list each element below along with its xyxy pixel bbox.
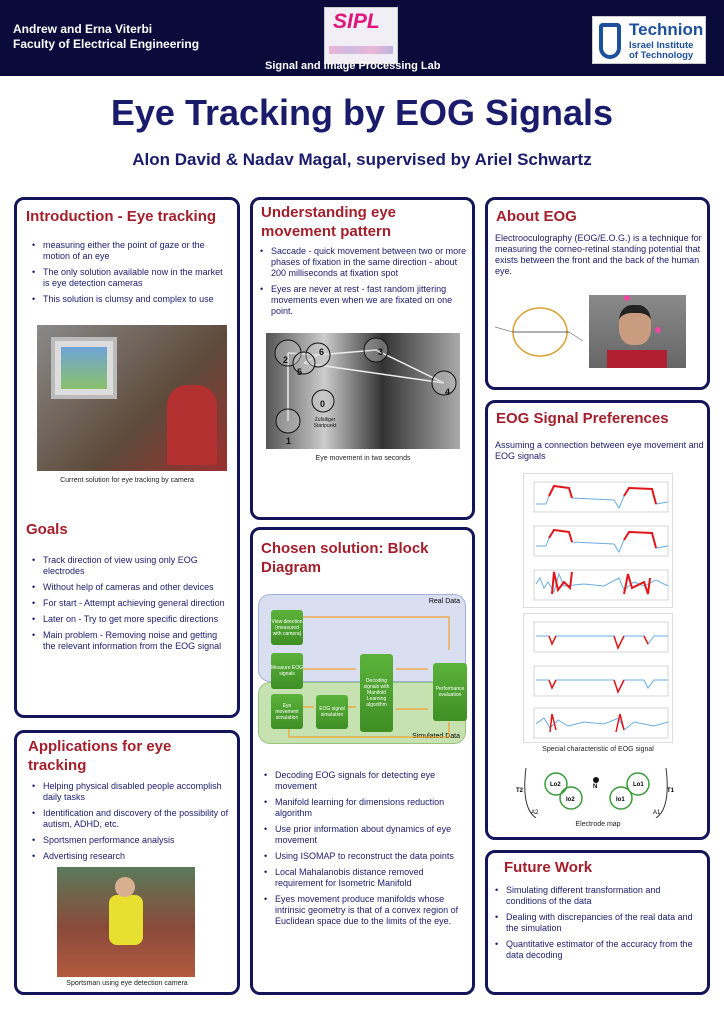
eog-signal-plot-2 [523, 613, 673, 743]
list-item: • Identification and discovery of the possibility of autism, ADHD, etc. [31, 808, 236, 830]
poster-title: Eye Tracking by EOG Signals [110, 92, 614, 133]
list-item: • Using ISOMAP to reconstruct the data points [263, 851, 468, 862]
fixation-label: 0 [320, 399, 326, 409]
block-eog-sim: EOG signal simulation [316, 695, 348, 729]
header-band [0, 0, 724, 76]
technion-sub [629, 41, 693, 61]
solution-heading: Chosen solution: Block Diagram [261, 540, 429, 576]
electrode-caption: Electrode map [575, 821, 621, 828]
block-view-direction: View direction (measured with camera) [271, 610, 303, 645]
future-list [494, 885, 699, 966]
electrode-label: Io2 [566, 797, 575, 803]
about-heading: About EOG [496, 208, 577, 225]
faculty-name [13, 22, 199, 52]
intro-list [31, 240, 226, 310]
applications-heading: Applications for eye tracking [28, 738, 172, 774]
electrode-label: A1 [653, 810, 661, 816]
understanding-list [259, 246, 469, 322]
list-item: • Later on - Try to get more specific directions [31, 614, 231, 625]
eye-dipole-diagram [495, 305, 590, 357]
technion-title: Technion [629, 20, 704, 39]
signal-caption: Special characteristic of EOG signal [542, 746, 654, 753]
electrode-label: Lo2 [550, 782, 561, 788]
fixation-label: 5 [297, 367, 303, 377]
eog-signal-plot-1 [523, 473, 673, 608]
list-item: • The only solution available now in the market is eye detection cameras [31, 267, 226, 289]
list-item: • Advertising research [31, 851, 236, 862]
future-panel [485, 850, 710, 995]
list-item: • Local Mahalanobis distance removed requirement for Isometric Manifold [263, 867, 468, 889]
sportsman-photo [57, 867, 195, 977]
list-item: • Track direction of view using only EOG electrodes [31, 555, 231, 577]
prefs-heading: EOG Signal Preferences [496, 410, 669, 427]
about-panel [485, 197, 710, 390]
understanding-caption: Eye movement in two seconds [315, 455, 411, 462]
solution-list [263, 770, 468, 932]
intro-heading: Introduction - Eye tracking [26, 208, 217, 225]
technion-sub-line1: Israel Institute [629, 40, 694, 51]
applications-list [31, 781, 236, 867]
list-item: • Decoding EOG signals for detecting eye movement [263, 770, 468, 792]
list-item: • Helping physical disabled people accomplish daily tasks [31, 781, 236, 803]
prefs-panel [485, 400, 710, 840]
electrode-label: N [593, 784, 598, 790]
list-item: • Manifold learning for dimensions reduction algorithm [263, 797, 468, 819]
intro-caption: Current solution for eye tracking by camera [60, 477, 194, 484]
simulated-data-label: Simulated Data [412, 733, 460, 740]
block-measure-eog: Measure EOG signals [271, 653, 303, 689]
list-item: • Sportsmen performance analysis [31, 835, 236, 846]
understanding-panel [250, 197, 475, 520]
prefs-text: Assuming a connection between eye movement and EOG signals [495, 440, 704, 461]
electrode-label: Io1 [616, 797, 625, 803]
electrode-label: T2 [516, 788, 524, 794]
applications-caption: Sportsman using eye detection camera [66, 980, 188, 987]
solution-panel [250, 527, 475, 995]
goals-heading: Goals [26, 521, 68, 538]
fixation-label: 1 [286, 436, 292, 446]
camera-tracking-photo [37, 325, 227, 471]
list-item: • Main problem - Removing noise and getting the relevant information from the EOG signal [31, 630, 231, 652]
list-item: • Use prior information about dynamics of eye movement [263, 824, 468, 846]
electrode-label: Lo1 [633, 782, 644, 788]
fixation-label: 3 [378, 347, 384, 357]
faculty-line2: Faculty of Electrical Engineering [13, 37, 200, 51]
list-item: • Simulating different transformation and conditions of the data [494, 885, 699, 907]
list-item: • Quantitative estimator of the accuracy from the data decoding [494, 939, 699, 961]
block-diagram [256, 592, 468, 747]
about-text: Electrooculography (EOG/E.O.G.) is a technique for measuring the corneo-retinal standing potential that exists between the front and the back of the human eye. [495, 233, 702, 276]
list-item: • measuring either the point of gaze or the motion of an eye [31, 240, 226, 262]
intro-panel [14, 197, 240, 718]
list-item: • Eyes are never at rest - fast random jittering movements even when we are fixated on one point. [259, 284, 469, 317]
list-item: • Without help of cameras and other devices [31, 582, 231, 593]
electrode-label: A2 [531, 810, 539, 816]
electrode-label: T1 [667, 788, 675, 794]
understanding-heading: Understanding eye movement pattern [261, 204, 397, 240]
fixation-label: 6 [319, 347, 325, 357]
start-point-label: Zufälliger Startpunkt [313, 417, 337, 429]
applications-panel [14, 730, 240, 995]
technion-emblem-icon [599, 23, 621, 59]
authors: Alon David & Nadav Magal, supervised by Ariel Schwartz [132, 150, 592, 169]
technion-logo [592, 16, 706, 64]
list-item: • This solution is clumsy and complex to use [31, 294, 226, 305]
electrode-labels [516, 768, 676, 818]
sipl-logo-text: SIPL [333, 10, 380, 33]
technion-sub-line2: of Technology [629, 50, 694, 61]
eog-subject-photo [589, 295, 686, 368]
fixation-labels [266, 333, 460, 449]
list-item: • Eyes movement produce manifolds whose intrinsic geometry is that of a convex region of Euclidean space due to the limits of the eye. [263, 894, 468, 927]
faculty-line1: Andrew and Erna Viterbi [13, 22, 153, 36]
future-heading: Future Work [504, 859, 593, 876]
fixation-label: 2 [283, 355, 289, 365]
real-data-label: Real Data [428, 598, 460, 605]
list-item: • Dealing with discrepancies of the real data and the simulation [494, 912, 699, 934]
sipl-logo [324, 7, 398, 64]
lab-name: Signal and Image Processing Lab [265, 60, 441, 72]
list-item: • Saccade - quick movement between two or more phases of fixation in the same direction - about 200 milliseconds at fixation spot [259, 246, 469, 279]
list-item: • For start - Attempt achieving general direction [31, 598, 231, 609]
fixation-label: 4 [445, 387, 451, 397]
block-decoding: Decoding signals with Manifold Learning algorithm [360, 654, 393, 732]
block-eye-sim: Eye movement simulation [271, 694, 303, 729]
block-performance: Performance evaluation [433, 663, 467, 721]
goals-list [31, 555, 231, 657]
